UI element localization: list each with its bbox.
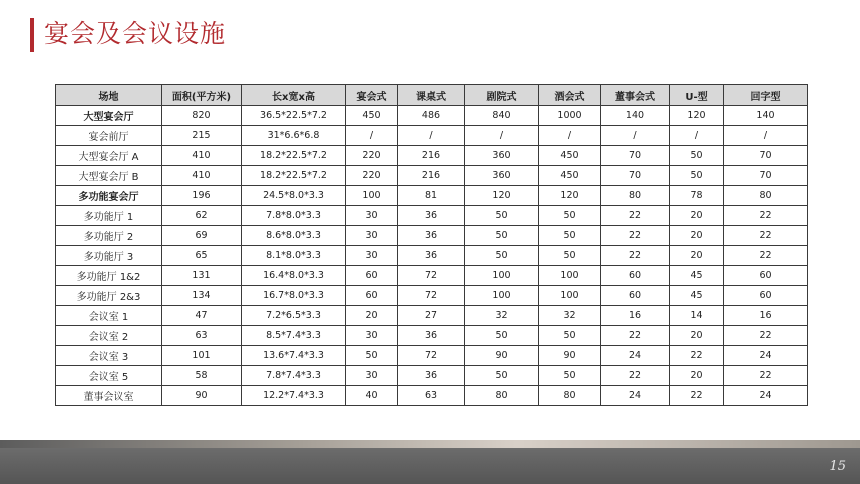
table-cell: 60 <box>346 266 398 286</box>
table-cell: 50 <box>539 226 601 246</box>
table-cell: 60 <box>346 286 398 306</box>
table-cell: 50 <box>670 166 724 186</box>
table-cell: / <box>539 126 601 146</box>
column-header: 回字型 <box>724 85 808 106</box>
table-cell: 486 <box>398 106 465 126</box>
table-cell: 120 <box>670 106 724 126</box>
table-cell: 20 <box>670 206 724 226</box>
table-row <box>56 126 808 146</box>
table-cell: 69 <box>162 226 242 246</box>
table-cell: 20 <box>346 306 398 326</box>
table-cell: 31*6.6*6.8 <box>242 126 346 146</box>
table-cell: 8.5*7.4*3.3 <box>242 326 346 346</box>
table-cell: / <box>346 126 398 146</box>
footer-band <box>0 440 860 484</box>
venue-name-cell: 大型宴会厅 B <box>56 166 162 186</box>
table-cell: 216 <box>398 166 465 186</box>
table-cell: 20 <box>670 226 724 246</box>
table-cell: 16.4*8.0*3.3 <box>242 266 346 286</box>
table-row <box>56 366 808 386</box>
table-cell: 22 <box>724 366 808 386</box>
table-cell: 30 <box>346 246 398 266</box>
table-cell: 70 <box>724 146 808 166</box>
table-row <box>56 166 808 186</box>
table-cell: 70 <box>601 166 670 186</box>
column-header: 董事会式 <box>601 85 670 106</box>
venue-name-cell: 会议室 1 <box>56 306 162 326</box>
table-cell: 18.2*22.5*7.2 <box>242 146 346 166</box>
table-cell: 50 <box>539 206 601 226</box>
table-cell: 50 <box>539 326 601 346</box>
table-cell: 50 <box>539 246 601 266</box>
venue-name-cell: 会议室 2 <box>56 326 162 346</box>
table-cell: 120 <box>539 186 601 206</box>
table-cell: 63 <box>398 386 465 406</box>
table-cell: 450 <box>539 166 601 186</box>
table-cell: 100 <box>539 266 601 286</box>
table-cell: 820 <box>162 106 242 126</box>
table-cell: 22 <box>670 386 724 406</box>
table-cell: 16 <box>724 306 808 326</box>
table-cell: 36 <box>398 226 465 246</box>
table-cell: 60 <box>601 266 670 286</box>
table-cell: 450 <box>346 106 398 126</box>
column-header: 场地 <box>56 85 162 106</box>
table-cell: 1000 <box>539 106 601 126</box>
table-cell: 16.7*8.0*3.3 <box>242 286 346 306</box>
table-cell: 72 <box>398 286 465 306</box>
table-cell: 50 <box>465 206 539 226</box>
table-cell: 24 <box>601 346 670 366</box>
table-cell: 134 <box>162 286 242 306</box>
table-cell: 7.2*6.5*3.3 <box>242 306 346 326</box>
venue-name-cell: 大型宴会厅 A <box>56 146 162 166</box>
table-cell: 220 <box>346 146 398 166</box>
table-cell: 50 <box>670 146 724 166</box>
table-cell: 220 <box>346 166 398 186</box>
table-cell: 50 <box>465 226 539 246</box>
table-cell: 450 <box>539 146 601 166</box>
table-cell: 12.2*7.4*3.3 <box>242 386 346 406</box>
table-cell: 30 <box>346 326 398 346</box>
table-cell: 24 <box>601 386 670 406</box>
page-title: 宴会及会议设施 <box>44 19 227 48</box>
table-cell: 7.8*8.0*3.3 <box>242 206 346 226</box>
table-cell: 60 <box>601 286 670 306</box>
column-header: 面积(平方米) <box>162 85 242 106</box>
table-cell: 140 <box>724 106 808 126</box>
table-row <box>56 106 808 126</box>
table-cell: 27 <box>398 306 465 326</box>
table-cell: 81 <box>398 186 465 206</box>
table-cell: 22 <box>601 326 670 346</box>
column-header: U-型 <box>670 85 724 106</box>
table-cell: 8.6*8.0*3.3 <box>242 226 346 246</box>
venue-name-cell: 多功能宴会厅 <box>56 186 162 206</box>
table-cell: 14 <box>670 306 724 326</box>
venue-name-cell: 宴会前厅 <box>56 126 162 146</box>
table-cell: 22 <box>724 326 808 346</box>
column-header: 宴会式 <box>346 85 398 106</box>
table-cell: 50 <box>539 366 601 386</box>
table-cell: 18.2*22.5*7.2 <box>242 166 346 186</box>
page-number: 15 <box>829 459 846 474</box>
table-cell: 40 <box>346 386 398 406</box>
table-cell: 410 <box>162 146 242 166</box>
table-cell: 36 <box>398 206 465 226</box>
footer-sheen <box>0 440 860 448</box>
table-cell: 131 <box>162 266 242 286</box>
table-cell: 22 <box>724 226 808 246</box>
table-cell: 120 <box>465 186 539 206</box>
table-cell: 216 <box>398 146 465 166</box>
venue-name-cell: 多功能厅 2 <box>56 226 162 246</box>
table-cell: 36.5*22.5*7.2 <box>242 106 346 126</box>
table-cell: 24 <box>724 346 808 366</box>
table-cell: 360 <box>465 146 539 166</box>
table-cell: 22 <box>601 246 670 266</box>
table-cell: 80 <box>465 386 539 406</box>
table-row <box>56 266 808 286</box>
table-cell: / <box>601 126 670 146</box>
table-cell: 78 <box>670 186 724 206</box>
venue-name-cell: 多功能厅 1&2 <box>56 266 162 286</box>
table-cell: 410 <box>162 166 242 186</box>
table-cell: 360 <box>465 166 539 186</box>
table-cell: 22 <box>724 206 808 226</box>
table-cell: 45 <box>670 286 724 306</box>
table-cell: 80 <box>601 186 670 206</box>
facilities-table <box>55 84 808 406</box>
table-cell: 20 <box>670 366 724 386</box>
venue-name-cell: 大型宴会厅 <box>56 106 162 126</box>
table-cell: / <box>465 126 539 146</box>
table-cell: 36 <box>398 366 465 386</box>
table-cell: 32 <box>465 306 539 326</box>
venue-name-cell: 董事会议室 <box>56 386 162 406</box>
table-cell: 32 <box>539 306 601 326</box>
table-cell: 50 <box>465 366 539 386</box>
table-cell: 22 <box>601 206 670 226</box>
table-cell: 100 <box>346 186 398 206</box>
table-cell: 36 <box>398 326 465 346</box>
table-cell: 22 <box>601 366 670 386</box>
table-row <box>56 186 808 206</box>
table-cell: 20 <box>670 326 724 346</box>
venue-name-cell: 多功能厅 2&3 <box>56 286 162 306</box>
venue-name-cell: 多功能厅 3 <box>56 246 162 266</box>
title-accent-bar <box>30 18 34 52</box>
table-cell: 30 <box>346 366 398 386</box>
table-cell: 60 <box>724 266 808 286</box>
table-cell: 22 <box>724 246 808 266</box>
table-cell: 62 <box>162 206 242 226</box>
table-cell: 100 <box>539 286 601 306</box>
table-cell: 100 <box>465 266 539 286</box>
table-cell: 70 <box>724 166 808 186</box>
table-cell: 90 <box>162 386 242 406</box>
table-cell: 63 <box>162 326 242 346</box>
table-cell: 100 <box>465 286 539 306</box>
table-cell: 65 <box>162 246 242 266</box>
table-cell: 16 <box>601 306 670 326</box>
table-cell: 7.8*7.4*3.3 <box>242 366 346 386</box>
table-cell: / <box>724 126 808 146</box>
table-cell: 45 <box>670 266 724 286</box>
venue-name-cell: 会议室 5 <box>56 366 162 386</box>
table-cell: 58 <box>162 366 242 386</box>
table-cell: 47 <box>162 306 242 326</box>
table-cell: 8.1*8.0*3.3 <box>242 246 346 266</box>
table-cell: / <box>398 126 465 146</box>
table-cell: 80 <box>539 386 601 406</box>
column-header: 长x宽x高 <box>242 85 346 106</box>
table-body <box>56 106 808 406</box>
table-cell: 20 <box>670 246 724 266</box>
venue-name-cell: 会议室 3 <box>56 346 162 366</box>
table-row <box>56 206 808 226</box>
table-cell: 13.6*7.4*3.3 <box>242 346 346 366</box>
table-row <box>56 146 808 166</box>
table-cell: 60 <box>724 286 808 306</box>
table-cell: 50 <box>465 246 539 266</box>
table-row <box>56 286 808 306</box>
table-cell: 24.5*8.0*3.3 <box>242 186 346 206</box>
table-cell: 90 <box>539 346 601 366</box>
table-cell: 24 <box>724 386 808 406</box>
table-cell: 72 <box>398 346 465 366</box>
venue-name-cell: 多功能厅 1 <box>56 206 162 226</box>
table-cell: 50 <box>346 346 398 366</box>
table-cell: 22 <box>670 346 724 366</box>
column-header: 剧院式 <box>465 85 539 106</box>
table-cell: 50 <box>465 326 539 346</box>
table-cell: 30 <box>346 226 398 246</box>
table-header-row <box>56 85 808 106</box>
table-cell: / <box>670 126 724 146</box>
table-cell: 22 <box>601 226 670 246</box>
table-row <box>56 326 808 346</box>
table-cell: 90 <box>465 346 539 366</box>
table-cell: 80 <box>724 186 808 206</box>
table-cell: 215 <box>162 126 242 146</box>
table-row <box>56 386 808 406</box>
table-row <box>56 246 808 266</box>
table-cell: 840 <box>465 106 539 126</box>
table-row <box>56 346 808 366</box>
table-row <box>56 306 808 326</box>
table-cell: 196 <box>162 186 242 206</box>
table-cell: 36 <box>398 246 465 266</box>
table-cell: 140 <box>601 106 670 126</box>
table-cell: 70 <box>601 146 670 166</box>
table-cell: 101 <box>162 346 242 366</box>
table-cell: 72 <box>398 266 465 286</box>
column-header: 酒会式 <box>539 85 601 106</box>
table-row <box>56 226 808 246</box>
table-cell: 30 <box>346 206 398 226</box>
column-header: 课桌式 <box>398 85 465 106</box>
